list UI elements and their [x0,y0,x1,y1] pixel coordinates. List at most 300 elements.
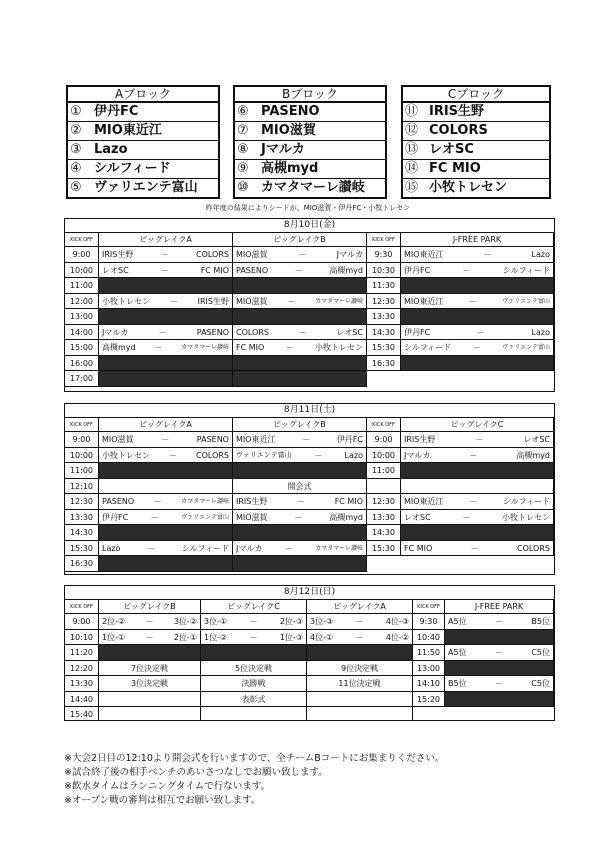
kickoff-time: 14:00 [65,325,99,341]
kickoff-time: 15:30 [367,340,401,356]
away-team: 小牧トレセン [501,512,550,522]
versus-mark: － [160,250,169,259]
versus-mark: － [462,512,471,522]
versus-mark: － [145,632,154,642]
home-team: MIO東近江 [404,497,444,506]
kickoff-time: 13:30 [65,676,99,692]
kickoff-time: 11:20 [65,645,99,661]
venue-header: J-FREE PARK [401,233,554,247]
home-team: FC MIO [404,543,433,553]
match-cell [445,676,554,692]
open-match-slot [401,525,554,541]
home-team: Jマルカ [236,543,263,553]
empty-slot [99,692,201,708]
match-cell [401,325,554,341]
team-row [68,141,218,160]
kickoff-time: 14:30 [65,525,99,541]
away-team: Lazo [531,327,550,337]
team-name: カマタマーレ讃岐 [261,180,365,195]
home-team: IRIS生野 [236,497,268,506]
match-cell [307,630,413,646]
match-cell [233,494,367,510]
match-cell [233,448,367,464]
versus-mark: － [302,435,311,444]
versus-mark: － [249,617,258,626]
versus-mark: － [160,265,169,275]
team-row [235,179,385,197]
away-team: ヴァリエンテ富山 [502,297,550,305]
match-cell [99,340,233,356]
open-match-slot [401,463,554,479]
match-cell [401,541,554,557]
open-match-slot [307,645,413,661]
block-b [233,85,387,199]
kickoff-label: KICK OFF [367,233,401,247]
match-cell [99,263,233,279]
team-row [235,141,385,160]
away-team: 1位-③ [279,632,303,642]
home-team: 小牧トレセン [102,296,150,306]
away-team: シルフィード [502,265,550,275]
open-match-slot [233,463,367,479]
versus-mark: － [469,450,478,460]
match-cell [401,263,554,279]
kickoff-time: 11:30 [367,278,401,294]
kickoff-time: 14:40 [65,692,99,708]
away-team: COLORS [196,450,229,460]
team-row [68,160,218,179]
open-match-slot [233,371,367,387]
kickoff-time: 11:00 [65,463,99,479]
match-cell [99,294,233,310]
team-number: ⑭ [405,161,419,176]
match-cell [99,510,233,526]
kickoff-label: KICK OFF [65,418,99,432]
kickoff-time: 9:00 [65,432,99,448]
seed-note: 昨年度の結果によりシードが、MIO滋賀・伊丹FC・小牧トレセン [205,204,411,212]
away-team: Lazo [344,450,363,460]
home-team: 伊丹FC [404,265,431,275]
open-match-slot [445,692,554,708]
away-team: レオSC [523,435,550,444]
open-match-slot [233,278,367,294]
home-team: 高槻myd [102,343,136,352]
versus-mark: － [494,648,503,657]
block-c [401,85,551,199]
venue-header: ビッグレイクA [99,418,233,432]
empty-slot [99,479,233,495]
home-team: 4位-① [310,632,334,642]
versus-mark: － [147,543,156,553]
versus-mark: － [469,497,478,506]
home-team: MIO東近江 [404,296,444,306]
away-team: Jマルカ [336,250,363,259]
match-cell [99,247,233,263]
venue-header: ビッグレイクB [233,418,367,432]
away-team: ヴァリエンテ富山 [502,344,550,351]
kickoff-time: 14:30 [367,325,401,341]
kickoff-label: KICK OFF [413,600,445,614]
schedule-day-2 [64,403,555,575]
team-row [235,103,385,122]
open-match-slot [401,309,554,325]
kickoff-time: 13:30 [65,510,99,526]
open-match-slot [401,278,554,294]
versus-mark: － [287,296,296,306]
versus-mark: － [298,250,307,259]
home-team: 1位-① [102,632,126,642]
match-cell [233,541,367,557]
team-row [403,103,549,122]
match-cell [99,541,233,557]
versus-mark: － [475,435,484,444]
final-match-cell: 11位決定戦 [307,676,413,692]
versus-mark: － [169,296,178,306]
venue-header: J-FREE PARK [445,600,554,614]
open-match-slot [99,556,233,572]
versus-mark: － [468,296,477,306]
kickoff-time: 15:20 [413,692,445,708]
kickoff-time: 13:00 [413,661,445,677]
footer-note: ※大会2日目の12:10より開会式を行いますので、全チームBコートにお集まりください。 [64,753,445,764]
kickoff-time: 17:00 [65,371,99,387]
away-team: 高槻myd [516,450,550,460]
team-name: IRIS生野 [429,104,485,119]
team-name: 伊丹FC [94,104,139,119]
away-team: ヴァリエンテ富山 [181,513,229,521]
team-number: ⑬ [405,142,419,157]
team-number: ③ [70,142,82,157]
kickoff-time: 15:00 [65,340,99,356]
open-match-slot [233,525,367,541]
venue-header: ビッグレイクA [99,233,233,247]
kickoff-time: 11:50 [413,645,445,661]
empty-slot [307,692,413,708]
versus-mark: － [494,617,503,626]
match-cell [201,614,307,630]
block-a-title: Aブロック [68,87,218,103]
venue-header: ビッグレイクC [401,418,554,432]
kickoff-time: 10:40 [413,630,445,646]
home-team: MIO滋賀 [102,435,134,444]
kickoff-time: 15:30 [367,541,401,557]
kickoff-time: 14:30 [367,525,401,541]
empty-slot [401,479,554,495]
away-team: C5位 [531,679,550,688]
empty-slot [99,707,201,721]
home-team: IRIS生野 [404,435,436,444]
open-match-slot [99,356,233,372]
versus-mark: － [154,343,163,352]
kickoff-time: 10:00 [65,448,99,464]
kickoff-time: 13:30 [367,309,401,325]
versus-mark: － [355,632,364,642]
kickoff-time: 9:30 [413,614,445,630]
versus-mark: － [355,617,364,626]
team-name: レオSC [429,142,474,157]
team-number: ④ [70,161,82,176]
kickoff-time: 11:00 [65,278,99,294]
open-match-slot [99,645,201,661]
team-number: ⑧ [237,142,249,157]
match-cell [99,614,201,630]
versus-mark: － [314,450,323,460]
kickoff-time: 10:00 [65,263,99,279]
away-team: レオSC [336,327,363,337]
away-team: PASENO [196,327,229,337]
versus-mark: － [169,450,177,460]
team-name: PASENO [261,104,320,119]
match-cell [201,630,307,646]
away-team: 4位-② [385,632,409,642]
away-team: COLORS [195,250,229,259]
match-cell [401,448,554,464]
open-match-slot [401,356,554,372]
home-team: Jマルカ [404,450,431,460]
team-number: ① [70,104,82,119]
match-cell [233,432,367,448]
home-team: A5位 [448,617,467,626]
footer-notes [64,752,604,808]
home-team: ヴァリエンテ富山 [236,450,292,459]
home-team: 小牧トレセン [102,450,150,460]
schedule-day-1 [64,218,555,392]
kickoff-time: 12:30 [367,294,401,310]
kickoff-time: 12:30 [65,494,99,510]
match-cell [99,432,233,448]
final-match-cell: 決勝戦 [201,676,307,692]
open-match-slot [99,463,233,479]
versus-mark: － [150,512,159,522]
team-name: Lazo [94,142,128,157]
home-team: A5位 [448,648,467,657]
final-match-cell: 3位決定戦 [99,676,201,692]
open-match-slot [201,645,307,661]
away-team: 高槻myd [329,265,363,275]
team-row [235,122,385,141]
versus-mark: － [472,343,481,352]
home-team: MIO滋賀 [236,250,268,259]
match-cell [233,510,367,526]
versus-mark: － [249,632,258,642]
team-row [235,160,385,179]
kickoff-time: 13:00 [65,309,99,325]
kickoff-label: KICK OFF [65,600,99,614]
away-team: IRIS生野 [197,296,229,306]
away-team: FC MIO [200,265,229,275]
versus-mark: － [153,497,162,506]
away-team: カマタマーレ讃岐 [181,344,229,351]
versus-mark: － [494,679,503,688]
team-name: MIO東近江 [94,123,162,138]
team-name: ヴァリエンテ富山 [94,180,198,195]
match-cell [401,247,554,263]
away-team: カマタマーレ讃岐 [181,498,229,505]
home-team: 伊丹FC [404,327,431,337]
empty-slot [307,707,413,721]
versus-mark: － [476,327,485,337]
away-team: FC MIO [334,497,363,506]
final-match-cell: 表彰式 [201,692,307,708]
venue-header: ビッグレイクB [99,600,201,614]
team-row [403,160,549,179]
empty-slot [201,707,307,721]
versus-mark: － [284,543,293,553]
home-team: IRIS生野 [102,250,134,259]
team-number: ⑨ [237,161,249,176]
match-cell [445,645,554,661]
kickoff-time: 12:20 [65,661,99,677]
open-match-slot [445,630,554,646]
match-cell [99,448,233,464]
kickoff-time: 15:40 [65,707,99,721]
kickoff-time: 10:30 [367,263,401,279]
team-name: Jマルカ [261,142,305,157]
away-team: 小牧トレセン [314,343,363,352]
team-name: COLORS [429,123,488,138]
home-team: レオSC [102,265,129,275]
away-team: PASENO [196,435,229,444]
away-team: COLORS [516,543,550,553]
team-number: ⑩ [237,180,249,195]
home-team: Jマルカ [102,327,129,337]
home-team: FC MIO [236,343,265,352]
match-cell [401,494,554,510]
away-team: 2位-③ [279,617,303,626]
team-number: ② [70,123,82,138]
team-number: ⑥ [237,104,249,119]
kickoff-label: KICK OFF [367,418,401,432]
final-match-cell: 5位決定戦 [201,661,307,677]
versus-mark: － [483,250,492,259]
open-match-slot [445,661,554,677]
footer-note: ※試合終了後の相手ベンチのあいさつなしでお願い致します。 [64,767,328,778]
kickoff-time: 9:00 [65,247,99,263]
kickoff-time: 12:00 [65,294,99,310]
versus-mark: － [298,327,307,337]
home-team: MIO滋賀 [236,512,268,522]
home-team: シルフィード [404,343,452,352]
match-cell [401,294,554,310]
block-b-title: Bブロック [235,87,385,103]
kickoff-time: 9:30 [367,247,401,263]
home-team: 伊丹FC [102,512,129,522]
kickoff-time: 10:00 [367,448,401,464]
home-team: 3位-③ [310,617,334,626]
match-cell [233,263,367,279]
team-number: ⑮ [405,180,419,195]
away-team: B5位 [531,617,550,626]
open-match-slot [99,278,233,294]
kickoff-time: 16:00 [65,356,99,372]
final-match-cell: 7位決定戦 [99,661,201,677]
match-cell [233,294,367,310]
open-match-slot [99,525,233,541]
kickoff-time: 9:00 [65,614,99,630]
versus-mark: － [297,497,306,506]
versus-mark: － [161,435,170,444]
versus-mark: － [158,327,167,337]
team-name: 高槻myd [261,161,319,176]
empty-slot [367,479,401,495]
away-team: 3位-② [173,617,197,626]
open-match-slot [99,309,233,325]
kickoff-label: KICK OFF [65,233,99,247]
match-cell [401,340,554,356]
away-team: 4位-③ [385,617,409,626]
home-team: COLORS [236,327,269,337]
away-team: Lazo [531,250,550,259]
home-team: MIO東近江 [236,435,276,444]
home-team: MIO東近江 [404,250,444,259]
kickoff-time: 13:30 [367,510,401,526]
kickoff-time: 10:10 [65,630,99,646]
match-cell [233,325,367,341]
team-row [403,141,549,160]
open-match-slot [233,309,367,325]
date-header: 8月11日(土) [65,404,554,418]
venue-header: ビッグレイクA [307,600,413,614]
versus-mark: － [285,343,294,352]
team-row [68,179,218,197]
team-row [403,122,549,141]
footer-note: ※オープン戦の審判は相互でお願い致します。 [64,795,261,806]
team-number: ⑤ [70,180,82,195]
venue-header: ビッグレイクC [201,600,307,614]
footer-note: ※飲水タイムはランニングタイムで行ないます。 [64,781,270,792]
team-row [68,122,218,141]
date-header: 8月10日(金) [65,219,554,233]
match-cell [99,630,201,646]
versus-mark: － [470,543,479,553]
away-team: カマタマーレ讃岐 [315,297,363,305]
versus-mark: － [462,265,471,275]
kickoff-time: 9:00 [367,432,401,448]
kickoff-time: 16:30 [367,356,401,372]
home-team: 3位-① [204,617,228,626]
match-cell [99,325,233,341]
kickoff-time: 14:10 [413,676,445,692]
team-row [68,103,218,122]
versus-mark: － [294,512,303,522]
home-team: PASENO [102,497,135,506]
schedule-day-3 [64,585,555,721]
home-team: 2位-② [102,617,126,626]
open-match-slot [233,356,367,372]
away-team: カマタマーレ讃岐 [315,544,363,552]
team-name: 小牧トレセン [429,180,508,195]
home-team: 1位-② [204,632,228,642]
open-match-slot [233,556,367,572]
team-number: ⑦ [237,123,249,138]
kickoff-time: 15:30 [65,541,99,557]
team-name: FC MIO [429,161,481,176]
team-name: MIO滋賀 [261,123,316,138]
away-team: C5位 [531,648,550,657]
home-team: Lazo [102,543,121,553]
kickoff-time: 12:30 [367,494,401,510]
home-team: MIO滋賀 [236,296,268,306]
date-header: 8月12日(日) [65,586,554,600]
match-cell [99,494,233,510]
match-cell [401,432,554,448]
final-match-cell: 9位決定戦 [307,661,413,677]
match-cell [307,614,413,630]
team-row [403,179,549,197]
kickoff-time: 16:30 [65,556,99,572]
venue-header: ビッグレイクB [233,233,367,247]
match-cell [233,340,367,356]
